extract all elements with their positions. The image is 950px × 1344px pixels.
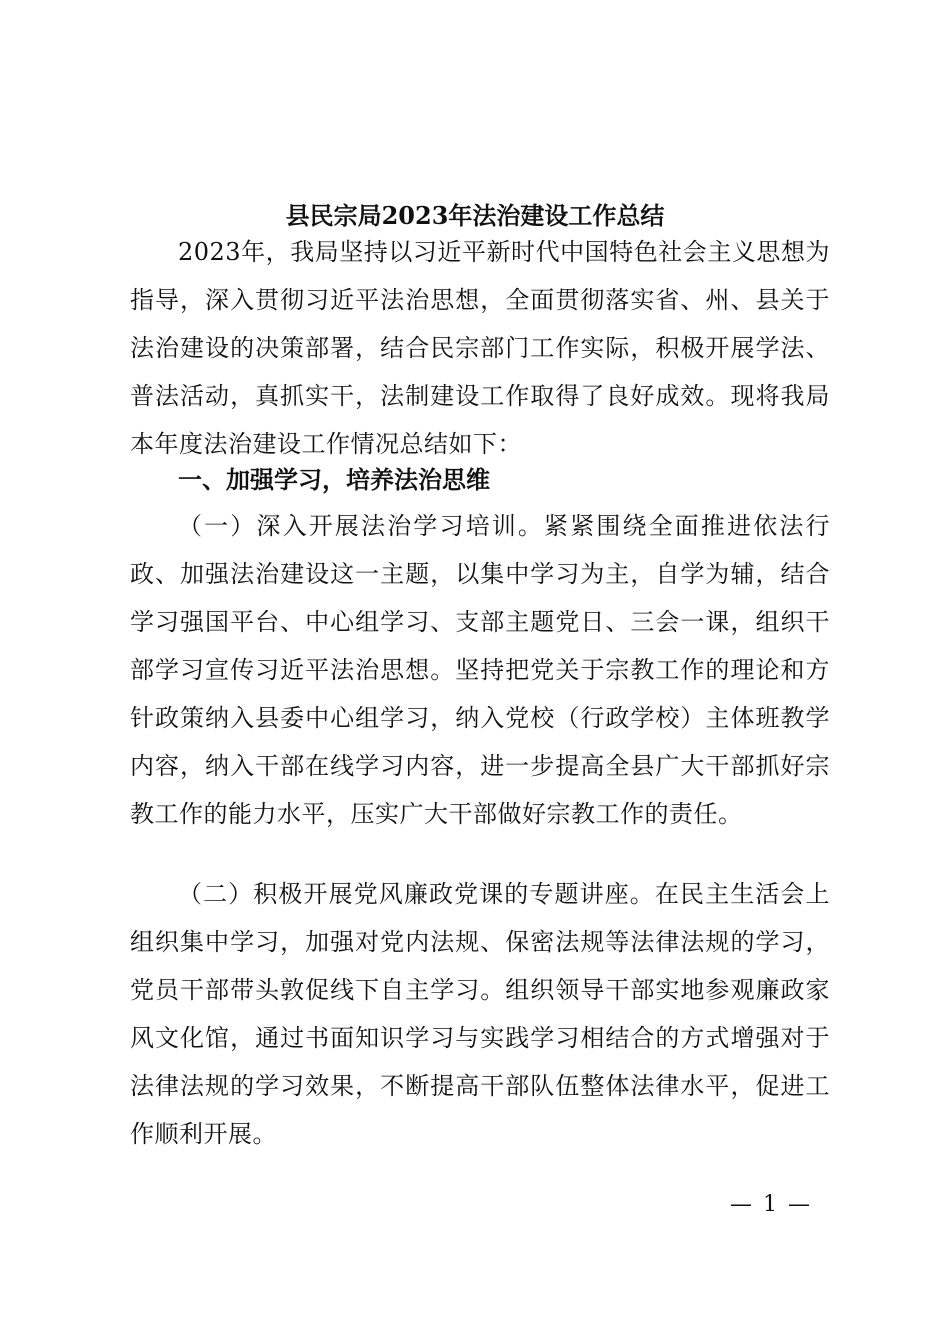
- section-heading: 一、加强学习，培养法治思维: [178, 466, 490, 494]
- item-2-paragraph: [130, 870, 830, 1158]
- document-title: 县民宗局2023年法治建设工作总结: [285, 201, 665, 231]
- item-1-paragraph: [130, 502, 830, 838]
- item-2-body: 在民主生活会上组织集中学习，加强对党内法规、保密法规等法律法规的学习，党员干部带头敦促线下自主学习。组织领导干部实地参观廉政家风文化馆，通过书面知识学习与实践学习相结合的方式增强对于法律法规的学习效果，不断提高干部队伍整体法律水平，促进工作顺利开展。: [130, 880, 831, 1148]
- intro-paragraph: 2023年，我局坚持以习近平新时代中国特色社会主义思想为指导，深入贯彻习近平法治思想，全面贯彻落实省、州、县关于法治建设的决策部署，结合民宗部门工作实际，积极开展学法、普法活动，真抓实干，法制建设工作取得了良好成效。现将我局本年度法治建设工作情况总结如下：: [130, 238, 830, 458]
- item-1-body: 紧紧围绕全面推进依法行政、加强法治建设这一主题，以集中学习为主，自学为辅，结合学习强国平台、中心组学习、支部主题党日、三会一课，组织干部学习宣传习近平法治思想。坚持把党关于宗教工作的理论和方针政策纳入县委中心组学习，纳入党校（行政学校）主体班教学内容，纳入干部在线学习内容，进一步提高全县广大干部抓好宗教工作的能力水平，压实广大干部做好宗教工作的责任。: [130, 512, 831, 828]
- page-number: — 1 —: [730, 1192, 812, 1217]
- item-2-lead: （二）积极开展党风廉政党课的专题讲座。: [178, 880, 655, 908]
- item-1-lead: （一）深入开展法治学习培训。: [178, 512, 545, 540]
